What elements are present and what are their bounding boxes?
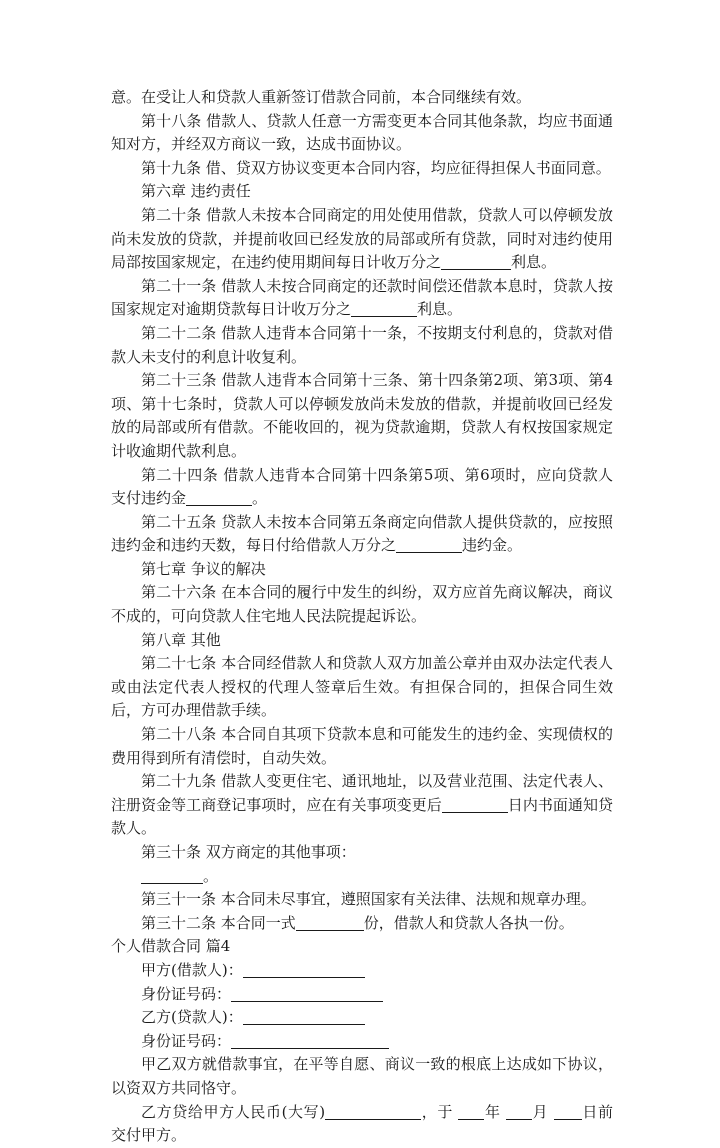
borrower-blank bbox=[243, 961, 365, 978]
article-26: 第二十六条 在本合同的履行中发生的纠纷，双方应首先商议解决，商议不成的，可向贷款人住宅地人民法院提起诉讼。 bbox=[111, 583, 613, 626]
amount-blank bbox=[325, 1103, 421, 1120]
chapter-7-heading: 第七章 争议的解决 bbox=[141, 559, 266, 578]
lender-id-field: 身份证号码： bbox=[111, 1030, 613, 1054]
article-27: 第二十七条 本合同经借款人和贷款人双方加盖公章并由双办法定代表人或由法定代表人授权的代理人签章后生效。有担保合同的，担保合同生效后，方可办理借款手续。 bbox=[111, 654, 613, 720]
section-title: 个人借款合同 篇4 bbox=[111, 937, 231, 956]
lender-field: 乙方(贷款人)： bbox=[111, 1006, 613, 1030]
article-28: 第二十八条 本合同自其项下贷款本息和可能发生的违约金、实现债权的费用得到所有清偿时，自动失效。 bbox=[111, 725, 613, 767]
day-blank bbox=[554, 1103, 582, 1120]
fill-blank bbox=[186, 489, 252, 506]
article-22: 第二十二条 借款人违背本合同第十一条，不按期支付利息的，贷款对借款人未支付的利息计收复利。 bbox=[111, 323, 613, 366]
article-18: 第十八条 借款人、贷款人任意一方需变更本合同其他条款，均应书面通知对方，并经双方商议一致，达成书面协议。 bbox=[111, 111, 613, 154]
year-blank bbox=[458, 1103, 484, 1120]
article-24: 第二十四条 借款人违背本合同第十四条第5项、第6项时，应向贷款人支付违约金 。 bbox=[111, 465, 613, 508]
borrower-id-blank bbox=[231, 985, 383, 1002]
paragraph-continuation: 意。在受让人和贷款人重新签订借款合同前，本合同继续有效。 bbox=[111, 88, 532, 106]
fill-blank bbox=[296, 914, 364, 931]
fill-blank bbox=[396, 536, 462, 553]
agreement-preamble: 甲乙双方就借款事宜，在平等自愿、商议一致的根底上达成如下协议，以资双方共同恪守。 bbox=[111, 1055, 613, 1097]
lender-blank bbox=[243, 1008, 365, 1025]
article-30: 第三十条 双方商定的其他事项： bbox=[141, 843, 356, 861]
chapter-6-heading: 第六章 违约责任 bbox=[141, 182, 251, 201]
borrower-id-field: 身份证号码： bbox=[111, 983, 613, 1007]
article-25: 第二十五条 贷款人未按本合同第五条商定向借款人提供贷款的，应按照违约金和违约天数，每日付给借款人万分之 违约金。 bbox=[111, 512, 613, 555]
fill-blank bbox=[441, 253, 511, 270]
article-31: 第三十一条 本合同未尽事宜，遵照国家有关法律、法规和规章办理。 bbox=[141, 890, 596, 909]
lender-id-blank bbox=[231, 1032, 389, 1049]
article-32: 第三十二条 本合同一式 份，借款人和贷款人各执一份。 bbox=[141, 913, 574, 932]
article-29: 第二十九条 借款人变更住宅、通讯地址，以及营业范围、法定代表人、注册资金等工商登记事项时，应在有关事项变更后 日内书面通知贷款人。 bbox=[111, 772, 613, 838]
chapter-8-heading: 第八章 其他 bbox=[141, 630, 221, 649]
article-30-blank-line: 。 bbox=[111, 865, 613, 889]
document-body bbox=[111, 86, 613, 1148]
borrower-field: 甲方(借款人)： bbox=[111, 959, 613, 983]
article-21: 第二十一条 借款人未按合同商定的还款时间偿还借款本息时，贷款人按国家规定对逾期贷款每日计收万分之 利息。 bbox=[111, 276, 613, 319]
fill-blank bbox=[442, 796, 508, 813]
fill-blank bbox=[141, 867, 203, 884]
loan-amount-clause: 乙方贷给甲方人民币(大写) ，于 年 月 日前交付甲方。 bbox=[111, 1102, 613, 1145]
fill-blank bbox=[351, 300, 417, 317]
article-20: 第二十条 借款人未按本合同商定的用处使用借款，贷款人可以停顿发放尚未发放的贷款，并提前收回已经发放的局部或所有贷款，同时对违约使用局部按国家规定，在违约使用期间每日计收万分之 利息。 bbox=[111, 205, 613, 272]
article-23: 第二十三条 借款人违背本合同第十三条、第十四条第2项、第3项、第4项、第十七条时，贷款人可以停顿发放尚未发放的借款，并提前收回已经发放的局部或所有借款。不能收回的，视为贷款逾期，贷款人有权按国家规定计收逾期代款利息。 bbox=[111, 371, 613, 460]
article-19: 第十九条 借、贷双方协议变更本合同内容，均应征得担保人书面同意。 bbox=[141, 158, 611, 177]
month-blank bbox=[506, 1103, 532, 1120]
